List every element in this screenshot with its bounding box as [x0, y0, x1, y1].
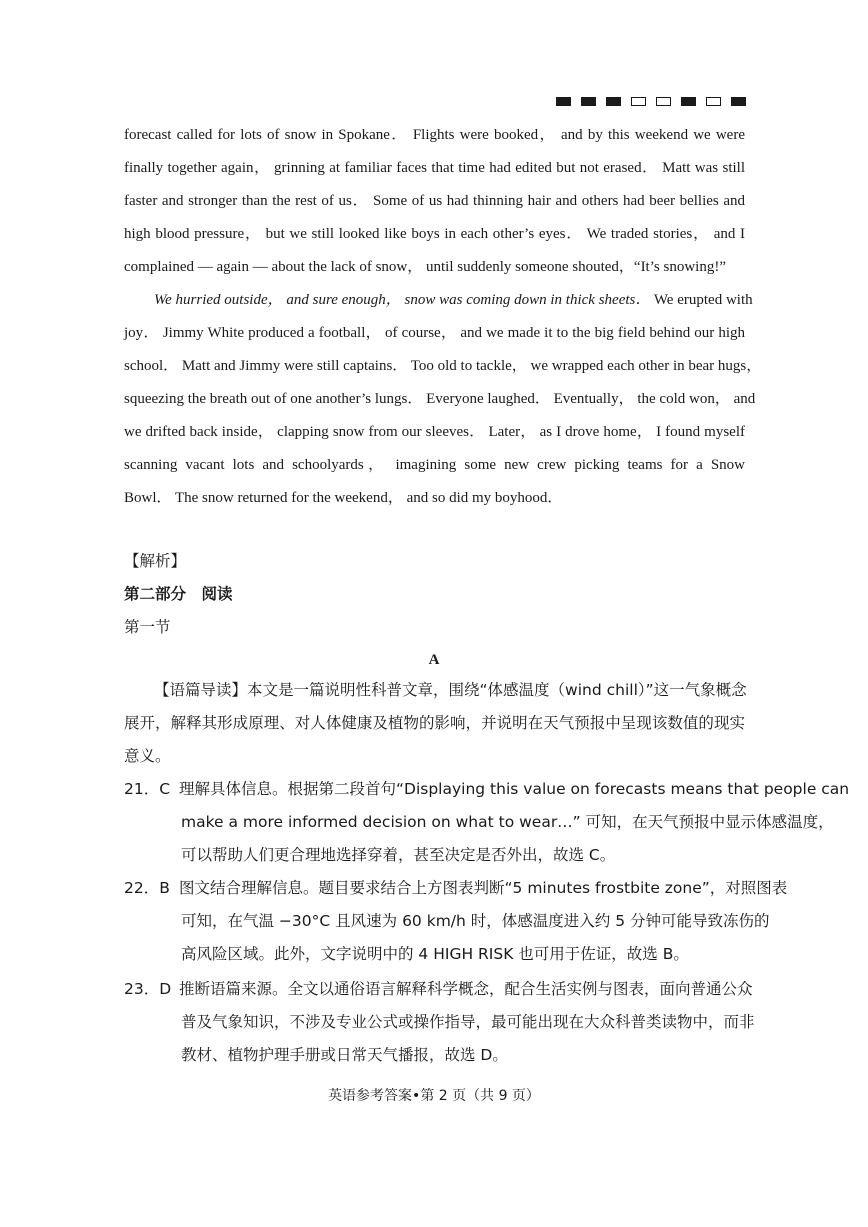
- passage-line: faster and stronger than the rest of us． Some of us had thinning hair and others had beer bellies and: [124, 193, 745, 209]
- answer-line: make a more informed decision on what to wear…” 可知，在天气预报中显示体感温度，: [181, 813, 834, 831]
- intro-line: 展开，解释其形成原理、对人体健康及植物的影响，并说明在天气预报中呈现该数值的现实: [124, 714, 745, 732]
- filled-square-mark: [556, 97, 571, 106]
- italic-sentence: We hurried outside， and sure enough， snow was coming down in thick sheets．: [154, 292, 651, 308]
- passage-line: scanning vacant lots and schoolyards， imagining some new crew picking teams for a Snow: [124, 457, 745, 473]
- passage-line-italic-start: [154, 290, 753, 310]
- sentence-continuation: We erupted with: [650, 292, 753, 308]
- answer-text: 图文结合理解信息。题目要求结合上方图表判断“5 minutes frostbite zone”，对照图表: [179, 879, 788, 897]
- empty-square-mark: [631, 97, 646, 106]
- answer-21-line: [124, 779, 850, 799]
- answer-text: 理解具体信息。根据第二段首句“Displaying this value on forecasts means that people can: [179, 780, 850, 798]
- filled-square-mark: [731, 97, 746, 106]
- part-heading: 第二部分 阅读: [124, 585, 233, 603]
- answer-line: 高风险区域。此外，文字说明中的 4 HIGH RISK 也可用于佐证，故选 B。: [181, 945, 689, 963]
- passage-letter: A: [428, 652, 440, 668]
- analysis-heading: 【解析】: [124, 552, 187, 570]
- question-number: 21．C: [124, 780, 171, 798]
- page-footer: 英语参考答案•第 2 页（共 9 页）: [328, 1088, 540, 1104]
- question-number: 23．D: [124, 980, 172, 998]
- section-heading: 第一节: [124, 618, 171, 636]
- question-number: 22．B: [124, 879, 170, 897]
- passage-line: squeezing the breath out of one another’s lungs． Everyone laughed． Eventually， the cold won， and: [124, 391, 756, 407]
- intro-line: 意义。: [124, 747, 171, 765]
- answer-23-line: [124, 979, 753, 999]
- header-marks: [556, 97, 746, 106]
- passage-line: forecast called for lots of snow in Spokane． Flights were booked， and by this weekend we were: [124, 127, 745, 143]
- filled-square-mark: [681, 97, 696, 106]
- passage-line: school． Matt and Jimmy were still captains． Too old to tackle， we wrapped each other in bear hugs，: [124, 358, 762, 374]
- passage-line: joy． Jimmy White produced a football， of course， and we made it to the big field behind our high: [124, 325, 745, 341]
- answer-text: 推断语篇来源。全文以通俗语言解释科学概念，配合生活实例与图表，面向普通公众: [179, 980, 753, 998]
- passage-line: high blood pressure， but we still looked like boys in each other’s eyes． We traded stories， and I: [124, 226, 745, 242]
- passage-line: finally together again， grinning at familiar faces that time had edited but not erased． Matt was still: [124, 160, 745, 176]
- answer-line: 普及气象知识，不涉及专业公式或操作指导，最可能出现在大众科普类读物中，而非: [181, 1013, 755, 1031]
- filled-square-mark: [581, 97, 596, 106]
- filled-square-mark: [606, 97, 621, 106]
- empty-square-mark: [656, 97, 671, 106]
- passage-line: complained — again — about the lack of snow， until suddenly someone shouted，“It’s snowing!”: [124, 259, 726, 275]
- answer-line: 可知，在气温 −30°C 且风速为 60 km/h 时，体感温度进入约 5 分钟可能导致冻伤的: [181, 912, 770, 930]
- passage-line: Bowl． The snow returned for the weekend， and so did my boyhood．: [124, 490, 563, 506]
- intro-line: 【语篇导读】本文是一篇说明性科普文章，围绕“体感温度（wind chill）”这一气象概念: [154, 681, 747, 699]
- empty-square-mark: [706, 97, 721, 106]
- passage-line: we drifted back inside， clapping snow from our sleeves． Later， as I drove home， I found myself: [124, 424, 745, 440]
- answer-line: 可以帮助人们更合理地选择穿着，甚至决定是否外出，故选 C。: [181, 846, 616, 864]
- answer-line: 教材、植物护理手册或日常天气播报，故选 D。: [181, 1046, 508, 1064]
- answer-22-line: [124, 878, 788, 898]
